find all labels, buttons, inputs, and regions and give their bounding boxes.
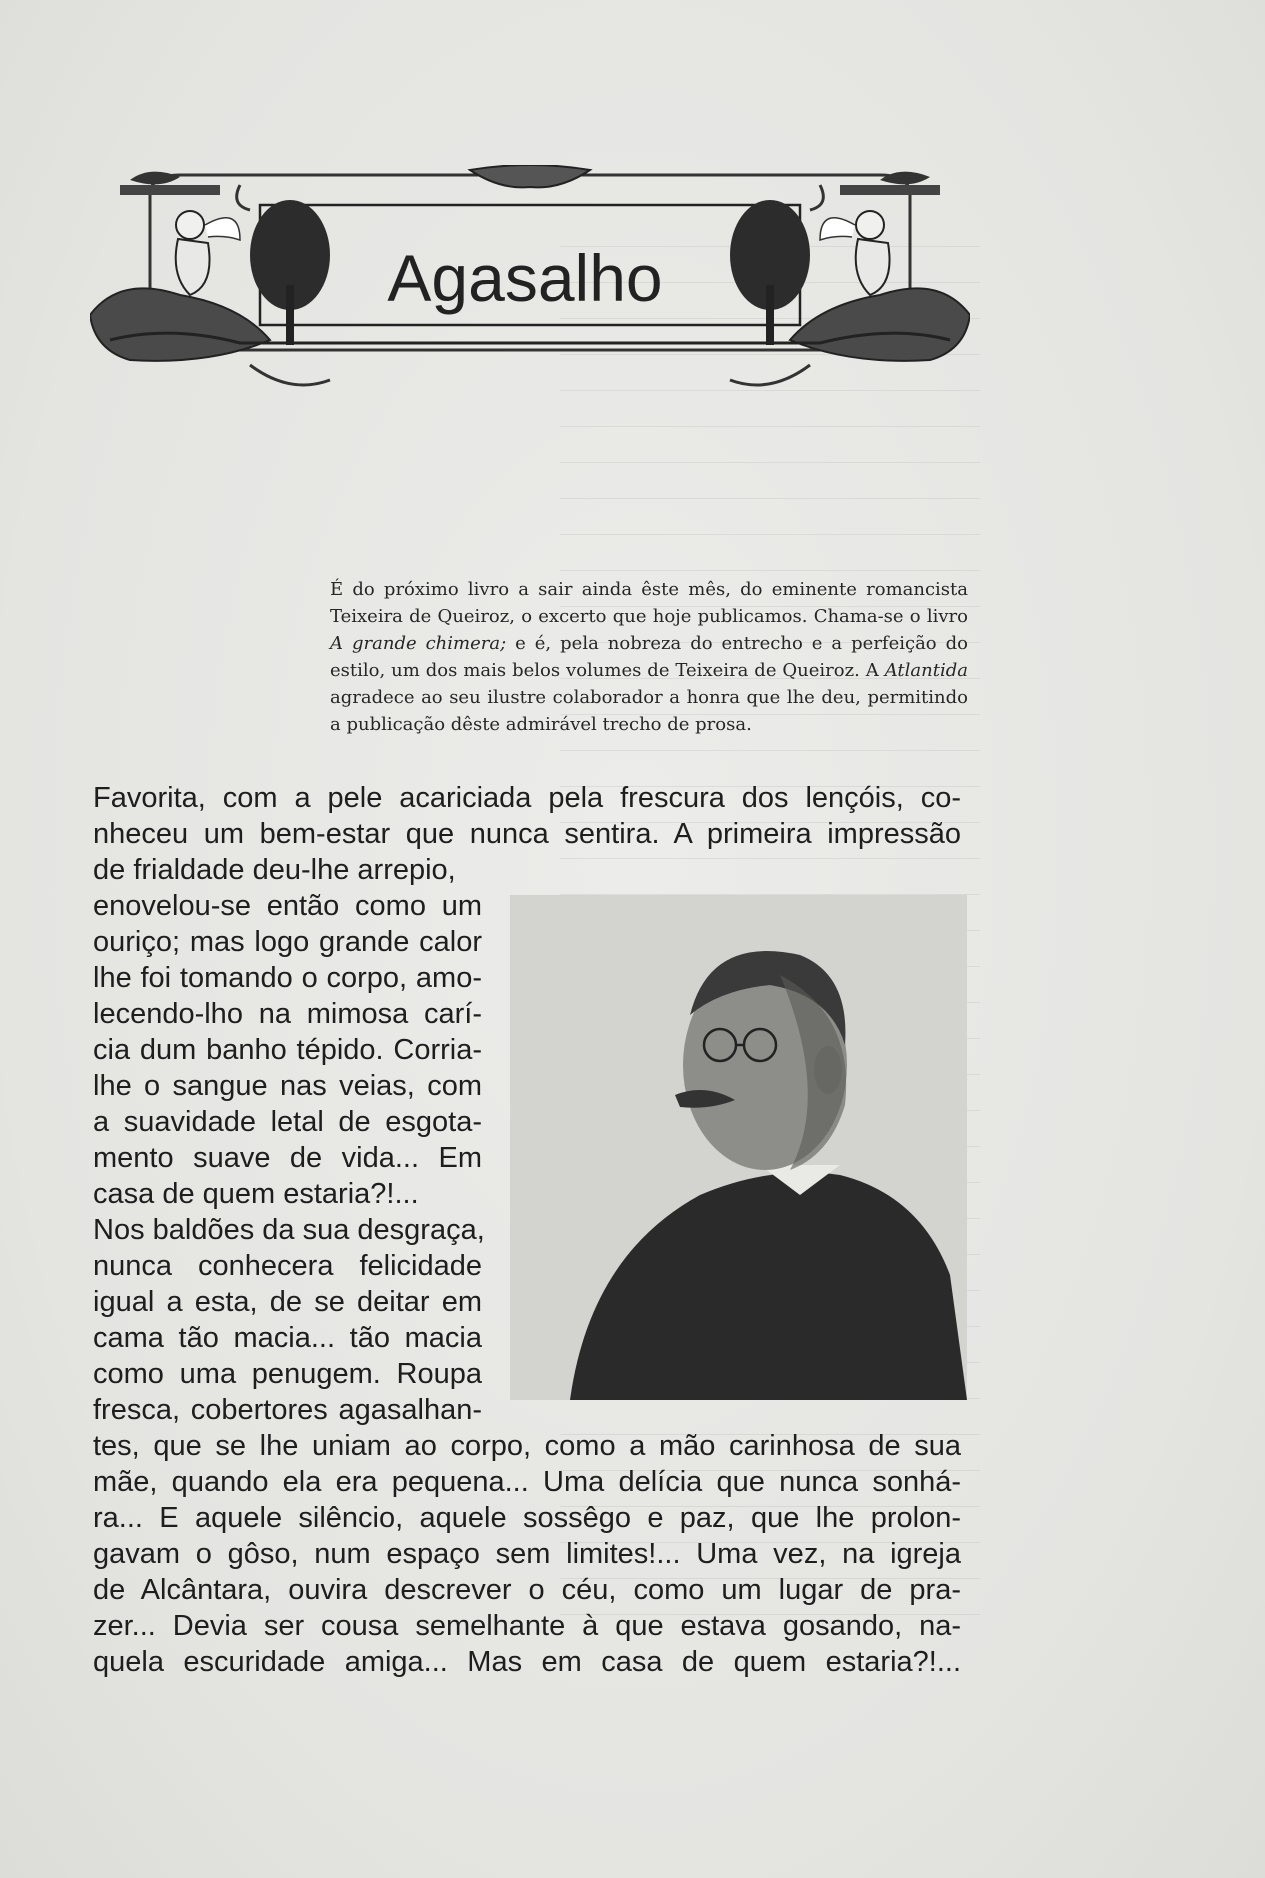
book-title: A grande chimera; — [330, 633, 507, 654]
portrait-illustration — [510, 895, 967, 1400]
body-line: Nos baldões da sua desgraça, — [93, 1214, 485, 1246]
body-line: de frialdade deu-lhe arrepio, — [93, 854, 456, 886]
author-portrait — [510, 895, 967, 1400]
body-line: ra... E aquele silêncio, aquele sossêgo e paz, que lhe prolon- — [93, 1502, 961, 1534]
body-line: enovelou-se então como um — [93, 890, 482, 922]
body-line: cama tão macia... tão macia — [93, 1322, 482, 1354]
intro-text-part2: e é, pela nobreza do entrecho e a perfeição do estilo, um dos mais belos volumes de Teixeira de Queiroz. A — [330, 633, 968, 681]
body-line: Favorita, com a pele acariciada pela frescura dos lençóis, co- — [93, 782, 961, 814]
body-line: gavam o gôso, num espaço sem limites!... Uma vez, na igreja — [93, 1538, 961, 1570]
body-line: a suavidade letal de esgota- — [93, 1106, 482, 1138]
body-line: casa de quem estaria?!... — [93, 1178, 419, 1210]
page-title: Agasalho — [387, 241, 663, 315]
body-line: como uma penugem. Roupa — [93, 1358, 482, 1390]
body-line: nunca conhecera felicidade — [93, 1250, 482, 1282]
intro-text-part1: É do próximo livro a sair ainda êste mês, do eminente romancista Teixeira de Queiroz, o excerto que hoje publicamos. Chama-se o livro — [330, 579, 968, 627]
body-line: cia dum banho tépido. Corria- — [93, 1034, 482, 1066]
body-line: igual a esta, de se deitar em — [93, 1286, 482, 1318]
body-bottom-block — [93, 1428, 961, 1680]
body-line: tes, que se lhe uniam ao corpo, como a mão carinhosa de sua — [93, 1430, 961, 1462]
intro-text-part3: agradece ao seu ilustre colaborador a honra que lhe deu, permitindo a publicação dêste admirável trecho de prosa. — [330, 687, 968, 735]
intro-note — [330, 576, 968, 738]
body-line: ouriço; mas logo grande calor — [93, 926, 482, 958]
body-line: de Alcântara, ouvira descrever o céu, como um lugar de pra- — [93, 1574, 961, 1606]
body-line: lhe o sangue nas veias, com — [93, 1070, 482, 1102]
magazine-name: Atlantida — [884, 660, 968, 681]
body-column-block — [93, 852, 485, 1428]
body-line: fresca, cobertores agasalhan- — [93, 1394, 482, 1426]
body-line: lecendo-lho na mimosa carí- — [93, 998, 482, 1030]
body-line: mãe, quando ela era pequena... Uma delícia que nunca sonhá- — [93, 1466, 961, 1498]
body-line: nheceu um bem-estar que nunca sentira. A primeira impressão — [93, 818, 961, 850]
body-line: mento suave de vida... Em — [93, 1142, 482, 1174]
body-line: quela escuridade amiga... Mas em casa de quem estaria?!... — [93, 1646, 961, 1678]
body-line: zer... Devia ser cousa semelhante à que estava gosando, na- — [93, 1610, 961, 1642]
body-line: lhe foi tomando o corpo, amo- — [93, 962, 482, 994]
body-top-block — [93, 780, 961, 852]
